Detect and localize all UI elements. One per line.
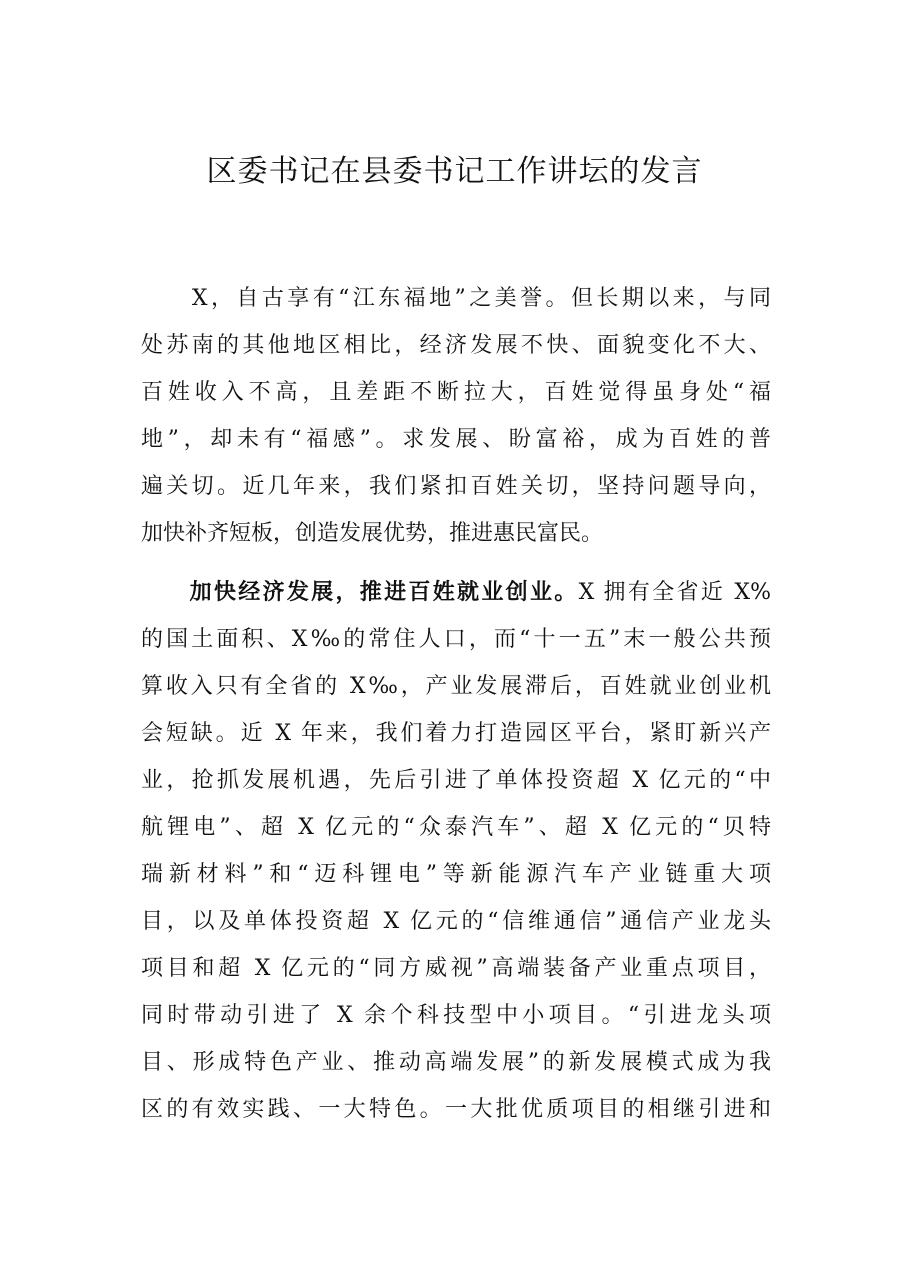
text-line: 项目和超 X 亿元的“同方威视”高端装备产业重点项目， [141, 956, 771, 981]
text-line: 的国土面积、X‰的常住人口，而“十一五”末一般公共预 [141, 627, 771, 652]
text-line: 目，以及单体投资超 X 亿元的“信维通信”通信产业龙头 [141, 909, 771, 934]
indent [141, 580, 190, 605]
text-line: 区的有效实践、一大特色。一大批优质项目的相继引进和 [141, 1097, 771, 1122]
paragraph-2 [141, 569, 771, 1133]
paragraph-gap [141, 557, 771, 569]
text-line: 加快补齐短板，创造发展优势，推进惠民富民。 [141, 521, 604, 546]
paragraph-1 [141, 275, 771, 557]
document-title: 区委书记在县委书记工作讲坛的发言 [206, 154, 703, 189]
text-line: 同时带动引进了 X 余个科技型中小项目。“引进龙头项 [141, 1003, 771, 1028]
paragraph-lead: 加快经济发展，推进百姓就业创业。 [189, 580, 579, 605]
text-line: 目、形成特色产业、推动高端发展”的新发展模式成为我 [141, 1050, 771, 1075]
text-line: 地”，却未有“福感”。求发展、盼富裕，成为百姓的普 [141, 427, 771, 452]
text-line: X，自古享有“江东福地”之美誉。但长期以来，与同 [141, 286, 771, 311]
lead-rest: X 拥有全省近 X% [578, 580, 771, 605]
text-line: 瑞新材料”和“迈科锂电”等新能源汽车产业链重大项 [141, 862, 771, 887]
text-line-first [141, 569, 771, 616]
text-line: 百姓收入不高，且差距不断拉大，百姓觉得虽身处“福 [141, 380, 771, 405]
document-body [141, 275, 771, 1133]
text-line: 会短缺。近 X 年来，我们着力打造园区平台，紧盯新兴产 [141, 721, 771, 746]
text-line: 业，抢抓发展机遇，先后引进了单体投资超 X 亿元的“中 [141, 768, 771, 793]
text-line: 航锂电”、超 X 亿元的“众泰汽车”、超 X 亿元的“贝特 [141, 815, 771, 840]
text-line: 遍关切。近几年来，我们紧扣百姓关切，坚持问题导向， [141, 474, 771, 499]
text-line: 算收入只有全省的 X‰，产业发展滞后，百姓就业创业机 [141, 674, 771, 699]
text-line: 处苏南的其他地区相比，经济发展不快、面貌变化不大、 [141, 333, 771, 358]
